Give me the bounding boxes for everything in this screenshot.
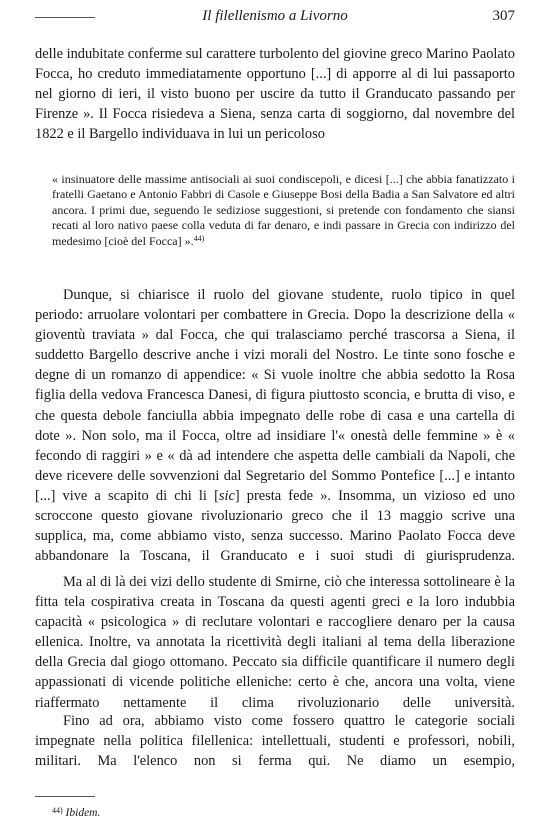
paragraph-focca-vices <box>35 285 515 566</box>
paragraph-focca-vices-text-a: Dunque, si chiarisce il ruolo del giovane studente, ruolo tipico in quel periodo: arruolare volontari per combattere in Grecia. Dopo la descrizione della « gioventù traviata » dal Focca, che qui tralasciamo perché trascorsa a Siena, il suddetto Bargello descrive anche i vizi morali del Nostro. Le tinte sono fosche e degne di un romanzo di appendice: « Si vuole inoltre che abbia sedotto la Rosa figlia della vedova Francesca Danesi, di figura piuttosto sconcia, e brutta di viso, e che questa debole fanciulla abbia impegnato delle robe di casa e una cartella di dote ». Non solo, ma il Focca, oltre ad insidiare l'« onestà delle femmine » è « fecondo di raggiri » e « dà ad intendere che aspetta delle cambiali da Napoli, che deve ricevere delle sovvenzioni dal Segretario del Sommo Pontefice [...] e intanto [...] vive a scapito di chi li [ <box>35 287 515 504</box>
paragraph-focca-vices-text-b: ] presta fede ». Insomma, un vizioso ed uno scroccone questo giovane rivoluzionario greco che il 13 maggio scrive una supplica, ma, come abbiamo visto, senza successo. Marino Paolato Focca deve abbandonare la Toscana, il Granducato e i suoi studi di giurisprudenza. <box>35 487 515 565</box>
block-quote-text: « insinuatore delle massime antisociali ai suoi condiscepoli, e dicesi [...] che abbia fanatizzato i fratelli Gaetano e Antonio Fabbri di Casole e Giuseppe Bosi della Badia a San Salvatore ed altri ancora. I primi due, seguendo le sediziose suggestioni, si pretende con fondamento che siansi recati al loro nativo paese colla veduta di far denaro, e indi passare in Grecia con indirizzo del medesimo [cioè del Focca] ». <box>52 172 515 248</box>
paragraph-conspiracy: Ma al di là dei vizi dello studente di Smirne, ciò che interessa sottolineare è la fitta tela cospirativa creata in Toscana da questi agenti greci e la loro indubbia capacità « psicologica » di reclutare volontari e raccogliere denaro per la causa ellenica. Inoltre, va annotata la ricettività degli italiani al tema della liberazione della Grecia dal giogo ottomano. Peccato sia difficile quantificare il numero degli appassionati di vicende politiche elleniche: certo è che, ancora una volta, viene riaffermato nettamente il clima rivoluzionario delle università. <box>35 574 515 711</box>
sic-mark: sic <box>218 487 235 504</box>
footnote-rule <box>35 796 95 797</box>
footnote <box>52 804 100 820</box>
footnote-text: Ibidem. <box>65 807 101 819</box>
running-title: Il filellenismo a Livorno <box>202 8 348 24</box>
block-quote <box>52 172 515 249</box>
paragraph-social-categories: Fino ad ora, abbiamo visto come fossero quattro le categorie sociali impegnate nella politica filellenica: intellettuali, studenti e professori, nobili, militari. Ma l'elenco non si ferma qui. Ne diamo un esempio, <box>35 713 515 770</box>
footnote-reference: 44) <box>193 233 205 243</box>
running-header <box>35 5 515 27</box>
page-number: 307 <box>492 8 515 24</box>
footnote-number: 44) <box>52 806 63 815</box>
paragraph-intro: delle indubitate conferme sul carattere turbolento del giovine greco Marino Paolato Focca, ho creduto immediatamente opportuno [...] di apporre al di lui passaporto nel giorno di ieri, il visto buono per uscire da tutto il Granducato passando per Firenze ». Il Focca risiedeva a Siena, senza carta di soggiorno, dal novembre del 1822 e il Bargello individuava in lui un pericoloso <box>35 46 515 143</box>
